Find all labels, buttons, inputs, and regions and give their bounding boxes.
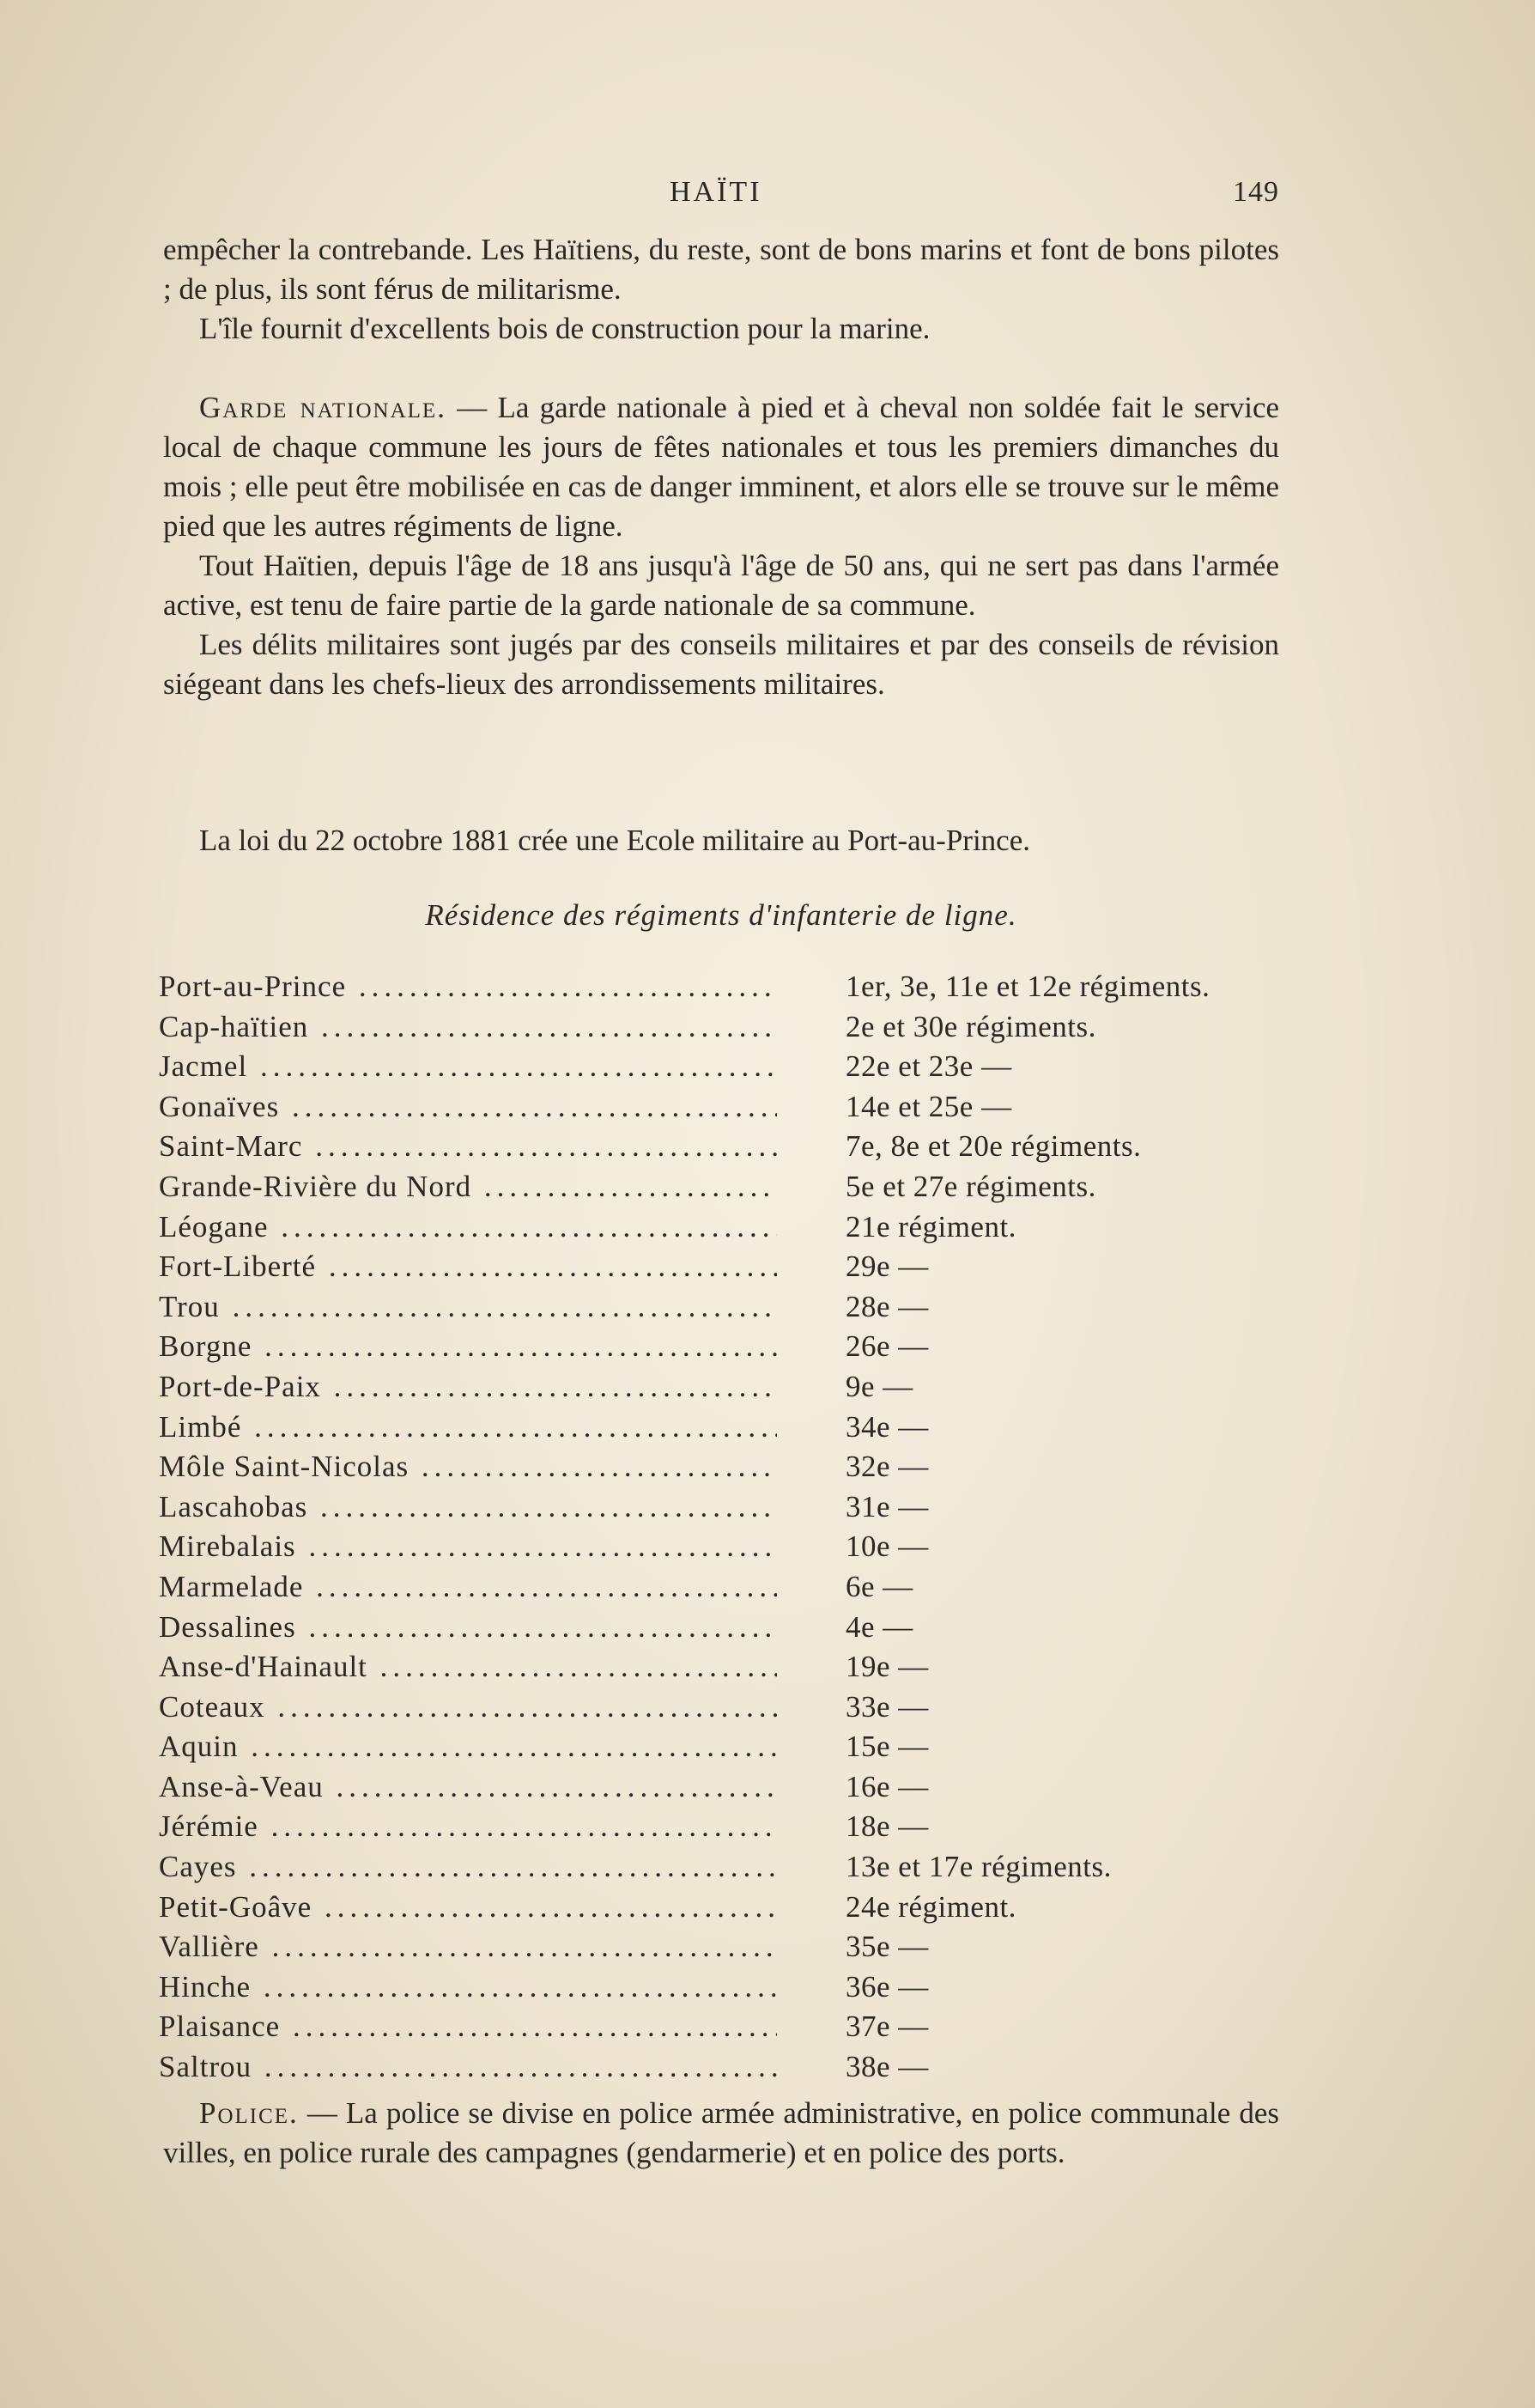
garde-nationale-section bbox=[163, 388, 1279, 704]
table-cell-place: Hinche ..... bbox=[159, 1967, 777, 2007]
table-cell-regiments: 4e — bbox=[846, 1609, 913, 1644]
table-row bbox=[159, 1487, 1292, 1528]
table-row bbox=[159, 1408, 1292, 1448]
table-cell-place: Cap-haïtien ..... bbox=[159, 1007, 777, 1047]
police-heading: Police. bbox=[199, 2096, 299, 2130]
table-cell-regiments: 29e — bbox=[846, 1250, 929, 1284]
garde-paragraph-3: Les délits militaires sont jugés par des conseils militaires et par des conseils de révision siégeant dans les chefs-lieux des arrondissements militaires. bbox=[163, 628, 1279, 701]
table-row bbox=[159, 1127, 1292, 1167]
table-cell-place: Coteaux ..... bbox=[159, 1687, 777, 1727]
table-cell-regiments: 32e — bbox=[846, 1450, 929, 1484]
table-cell-place: Petit-Goâve ..... bbox=[159, 1888, 777, 1927]
table-cell-regiments: 22e et 23e — bbox=[846, 1049, 1012, 1084]
table-row bbox=[159, 1527, 1292, 1567]
table-row bbox=[159, 1847, 1292, 1888]
table-cell-regiments: 21e régiment. bbox=[846, 1209, 1016, 1244]
table-cell-place: Vallière ..... bbox=[159, 1927, 777, 1967]
table-row bbox=[159, 1807, 1292, 1847]
police-paragraph bbox=[163, 2094, 1279, 2173]
table-row bbox=[159, 1927, 1292, 1967]
table-row bbox=[159, 1007, 1292, 1048]
table-row bbox=[159, 1687, 1292, 1728]
table-cell-place: Grande-Rivière du Nord ..... bbox=[159, 1167, 777, 1207]
table-cell-regiments: 19e — bbox=[846, 1650, 929, 1684]
table-cell-regiments: 38e — bbox=[846, 2050, 929, 2084]
table-cell-regiments: 15e — bbox=[846, 1730, 929, 1764]
table-row bbox=[159, 1287, 1292, 1328]
table-cell-place: Môle Saint-Nicolas ..... bbox=[159, 1447, 777, 1487]
table-cell-place: Borgne ..... bbox=[159, 1327, 777, 1366]
table-cell-regiments: 16e — bbox=[846, 1769, 929, 1803]
table-cell-place: Trou ..... bbox=[159, 1287, 777, 1327]
table-title: Résidence des régiments d'infanterie de ligne. bbox=[425, 898, 1017, 932]
table-cell-regiments: 35e — bbox=[846, 1930, 929, 1964]
table-row bbox=[159, 1047, 1292, 1087]
regiment-table bbox=[159, 967, 1292, 2088]
table-cell-place: Gonaïves ..... bbox=[159, 1087, 777, 1127]
table-row bbox=[159, 1247, 1292, 1287]
table-row bbox=[159, 1608, 1292, 1648]
table-cell-regiments: 2e et 30e régiments. bbox=[846, 1009, 1096, 1043]
table-cell-place: Cayes ..... bbox=[159, 1847, 777, 1887]
table-cell-regiments: 10e — bbox=[846, 1529, 929, 1564]
table-row bbox=[159, 2007, 1292, 2047]
garde-paragraph-1 bbox=[163, 388, 1279, 546]
table-row bbox=[159, 1647, 1292, 1687]
table-cell-place: Saint-Marc ..... bbox=[159, 1127, 777, 1166]
table-cell-place: Anse-à-Veau ..... bbox=[159, 1767, 777, 1807]
intro-paragraph-wood: L'île fournit d'excellents bois de construction pour la marine. bbox=[199, 312, 931, 345]
table-cell-regiments: 14e et 25e — bbox=[846, 1089, 1012, 1123]
table-row bbox=[159, 1447, 1292, 1487]
table-cell-regiments: 33e — bbox=[846, 1689, 929, 1724]
table-cell-place: Saltrou ..... bbox=[159, 2047, 777, 2087]
intro-paragraph: empêcher la contrebande. Les Haïtiens, du reste, sont de bons marins et font de bons pilotes ; de plus, ils sont férus de militarisme. bbox=[163, 233, 1279, 306]
table-cell-regiments: 1er, 3e, 11e et 12e régiments. bbox=[846, 970, 1210, 1003]
running-title: HAÏTI bbox=[670, 176, 762, 208]
table-cell-place: Limbé ..... bbox=[159, 1408, 777, 1447]
police-text: — La police se divise en police armée administrative, en police communale des villes, en police rurale des campagnes (gendarmerie) et en police des ports. bbox=[163, 2096, 1279, 2169]
table-cell-place: Marmelade ..... bbox=[159, 1567, 777, 1607]
table-cell-place: Plaisance ..... bbox=[159, 2007, 777, 2046]
table-cell-place: Aquin ..... bbox=[159, 1727, 777, 1766]
table-row bbox=[159, 1727, 1292, 1767]
table-cell-place: Jacmel ..... bbox=[159, 1047, 777, 1086]
table-cell-regiments: 9e — bbox=[846, 1369, 913, 1403]
table-cell-place: Anse-d'Hainault ..... bbox=[159, 1647, 777, 1687]
table-row bbox=[159, 1767, 1292, 1808]
table-row bbox=[159, 1967, 1292, 2008]
loi-section bbox=[163, 821, 1279, 860]
table-cell-regiments: 31e — bbox=[846, 1489, 929, 1523]
table-cell-regiments: 13e et 17e régiments. bbox=[846, 1850, 1112, 1884]
table-cell-place: Mirebalais ..... bbox=[159, 1527, 777, 1566]
table-row bbox=[159, 2047, 1292, 2088]
table-row bbox=[159, 1888, 1292, 1928]
garde-heading: Garde nationale. bbox=[199, 391, 446, 424]
table-cell-regiments: 7e, 8e et 20e régiments. bbox=[846, 1129, 1142, 1164]
page-header bbox=[163, 176, 1279, 219]
intro-section bbox=[163, 230, 1279, 349]
garde-text-1: — La garde nationale à pied et à cheval non soldée fait le service local de chaque commune les jours de fêtes nationales et tous les premiers dimanches du mois ; elle peut être mobilisée en cas de danger imminent, et alors elle se trouve sur le même pied que les autres régiments de ligne. bbox=[163, 391, 1280, 543]
garde-paragraph-2: Tout Haïtien, depuis l'âge de 18 ans jusqu'à l'âge de 50 ans, qui ne sert pas dans l'armée active, est tenu de faire partie de la garde nationale de sa commune. bbox=[163, 549, 1279, 622]
table-cell-place: Lascahobas ..... bbox=[159, 1487, 777, 1527]
table-cell-place: Fort-Liberté ..... bbox=[159, 1247, 777, 1286]
table-row bbox=[159, 1167, 1292, 1207]
table-cell-place: Jérémie ..... bbox=[159, 1807, 777, 1846]
table-cell-place: Port-au-Prince ..... bbox=[159, 967, 777, 1006]
table-cell-regiments: 24e régiment. bbox=[846, 1889, 1016, 1924]
table-cell-place: Léogane ..... bbox=[159, 1207, 777, 1247]
loi-paragraph: La loi du 22 octobre 1881 crée une Ecole militaire au Port-au-Prince. bbox=[199, 824, 1030, 857]
table-cell-regiments: 18e — bbox=[846, 1809, 929, 1844]
table-row bbox=[159, 1367, 1292, 1408]
table-row bbox=[159, 967, 1292, 1007]
table-row bbox=[159, 1087, 1292, 1128]
table-cell-place: Dessalines ..... bbox=[159, 1608, 777, 1647]
police-section bbox=[163, 2094, 1279, 2173]
table-cell-regiments: 6e — bbox=[846, 1569, 913, 1603]
table-cell-regiments: 5e et 27e régiments. bbox=[846, 1169, 1096, 1203]
table-cell-regiments: 34e — bbox=[846, 1409, 929, 1444]
table-cell-regiments: 36e — bbox=[846, 1969, 929, 2004]
table-row bbox=[159, 1567, 1292, 1608]
table-cell-regiments: 37e — bbox=[846, 2010, 929, 2044]
table-row bbox=[159, 1327, 1292, 1367]
table-cell-regiments: 26e — bbox=[846, 1329, 929, 1364]
table-cell-regiments: 28e — bbox=[846, 1289, 929, 1323]
table-cell-place: Port-de-Paix ..... bbox=[159, 1367, 777, 1407]
table-row bbox=[159, 1207, 1292, 1248]
page-number: 149 bbox=[1233, 176, 1279, 208]
